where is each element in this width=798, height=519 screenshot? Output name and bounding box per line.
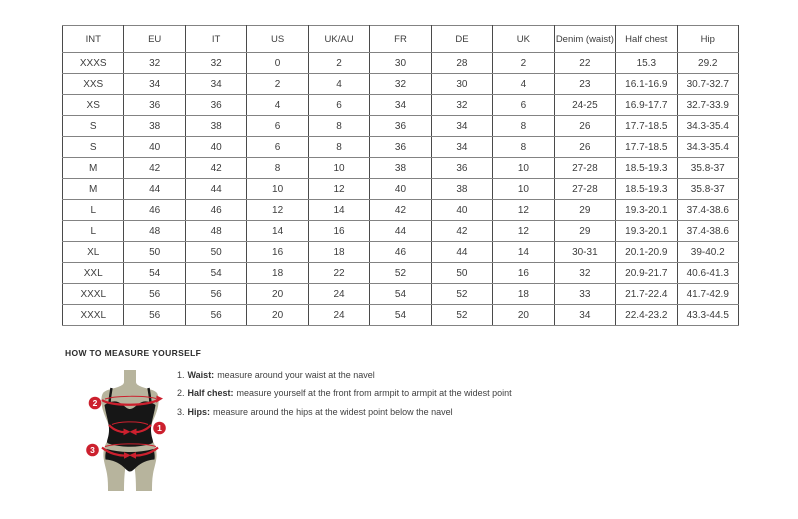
size-cell: XS xyxy=(63,95,124,116)
table-cell: 8 xyxy=(308,116,369,137)
table-cell: 28 xyxy=(431,53,492,74)
table-cell: 36 xyxy=(185,95,246,116)
size-chart-body xyxy=(63,53,739,326)
table-cell: 56 xyxy=(185,284,246,305)
size-cell: S xyxy=(63,116,124,137)
instruction-hips xyxy=(177,403,512,421)
table-cell: 23 xyxy=(554,74,615,95)
table-cell: 52 xyxy=(431,305,492,326)
table-cell: 32 xyxy=(124,53,185,74)
instruction-label: Half chest: xyxy=(187,388,234,399)
table-cell: 43.3-44.5 xyxy=(677,305,738,326)
instruction-label: Hips: xyxy=(187,406,211,417)
instruction-text: measure around the hips at the widest point below the navel xyxy=(213,406,453,417)
table-cell: 34 xyxy=(185,74,246,95)
table-row xyxy=(63,221,739,242)
table-row xyxy=(63,284,739,305)
column-header: Denim (waist) xyxy=(554,26,615,53)
table-cell: 33 xyxy=(554,284,615,305)
instruction-half-chest xyxy=(177,384,512,402)
table-cell: 35.8-37 xyxy=(677,158,738,179)
table-cell: 12 xyxy=(493,200,554,221)
table-cell: 17.7-18.5 xyxy=(616,137,677,158)
column-header: Half chest xyxy=(616,26,677,53)
table-cell: 40 xyxy=(370,179,431,200)
table-cell: 16 xyxy=(308,221,369,242)
table-cell: 38 xyxy=(431,179,492,200)
size-cell: S xyxy=(63,137,124,158)
badge-3-label: 3 xyxy=(90,445,95,455)
column-header: INT xyxy=(63,26,124,53)
table-cell: 18 xyxy=(247,263,308,284)
table-cell: 16.1-16.9 xyxy=(616,74,677,95)
table-cell: 12 xyxy=(308,179,369,200)
table-cell: 8 xyxy=(493,137,554,158)
table-cell: 6 xyxy=(247,116,308,137)
size-cell: XXXS xyxy=(63,53,124,74)
column-header: IT xyxy=(185,26,246,53)
column-header: UK xyxy=(493,26,554,53)
table-cell: 48 xyxy=(124,221,185,242)
table-cell: 56 xyxy=(124,284,185,305)
size-cell: M xyxy=(63,179,124,200)
table-row xyxy=(63,53,739,74)
table-row xyxy=(63,179,739,200)
table-cell: 56 xyxy=(185,305,246,326)
table-cell: 20 xyxy=(247,284,308,305)
table-cell: 32.7-33.9 xyxy=(677,95,738,116)
size-cell: XL xyxy=(63,242,124,263)
table-cell: 36 xyxy=(431,158,492,179)
table-cell: 30.7-32.7 xyxy=(677,74,738,95)
table-cell: 2 xyxy=(308,53,369,74)
table-cell: 4 xyxy=(247,95,308,116)
table-row xyxy=(63,158,739,179)
table-cell: 50 xyxy=(185,242,246,263)
table-row xyxy=(63,242,739,263)
table-cell: 0 xyxy=(247,53,308,74)
instruction-label: Waist: xyxy=(187,370,215,380)
table-cell: 52 xyxy=(370,263,431,284)
table-cell: 34 xyxy=(124,74,185,95)
size-cell: XXXL xyxy=(63,284,124,305)
table-cell: 34 xyxy=(431,116,492,137)
size-cell: M xyxy=(63,158,124,179)
table-cell: 2 xyxy=(493,53,554,74)
table-cell: 40 xyxy=(431,200,492,221)
table-cell: 8 xyxy=(308,137,369,158)
size-cell: XXS xyxy=(63,74,124,95)
table-cell: 22 xyxy=(308,263,369,284)
table-cell: 24 xyxy=(308,284,369,305)
table-cell: 19.3-20.1 xyxy=(616,200,677,221)
table-cell: 26 xyxy=(554,116,615,137)
table-cell: 22.4-23.2 xyxy=(616,305,677,326)
table-cell: 34.3-35.4 xyxy=(677,137,738,158)
table-cell: 21.7-22.4 xyxy=(616,284,677,305)
mannequin-illustration-icon xyxy=(78,363,182,513)
table-cell: 30 xyxy=(431,74,492,95)
table-cell: 18.5-19.3 xyxy=(616,158,677,179)
instruction-text: measure yourself at the front from armpit to armpit at the widest point xyxy=(236,388,512,399)
column-header: UK/AU xyxy=(308,26,369,53)
table-cell: 46 xyxy=(370,242,431,263)
table-cell: 16 xyxy=(247,242,308,263)
table-cell: 10 xyxy=(493,158,554,179)
measure-point-1-badge xyxy=(153,422,166,435)
table-cell: 40 xyxy=(124,137,185,158)
table-cell: 15.3 xyxy=(616,53,677,74)
table-cell: 16 xyxy=(493,263,554,284)
table-cell: 46 xyxy=(185,200,246,221)
table-row xyxy=(63,137,739,158)
table-cell: 4 xyxy=(308,74,369,95)
table-cell: 40.6-41.3 xyxy=(677,263,738,284)
size-chart-table xyxy=(62,25,739,326)
table-cell: 34 xyxy=(370,95,431,116)
table-cell: 6 xyxy=(308,95,369,116)
table-cell: 44 xyxy=(370,221,431,242)
table-row xyxy=(63,263,739,284)
size-cell: XXXL xyxy=(63,305,124,326)
instruction-number: 1. xyxy=(177,370,185,380)
table-cell: 29.2 xyxy=(677,53,738,74)
table-row xyxy=(63,305,739,326)
table-cell: 6 xyxy=(493,95,554,116)
measurement-figure xyxy=(78,363,182,513)
table-cell: 36 xyxy=(370,137,431,158)
table-cell: 8 xyxy=(247,158,308,179)
column-header: Hip xyxy=(677,26,738,53)
table-cell: 38 xyxy=(185,116,246,137)
instruction-text: measure around your waist at the navel xyxy=(217,370,375,380)
table-cell: 20.9-21.7 xyxy=(616,263,677,284)
measure-instructions xyxy=(177,366,512,421)
table-cell: 20 xyxy=(493,305,554,326)
table-cell: 36 xyxy=(124,95,185,116)
table-cell: 56 xyxy=(124,305,185,326)
table-cell: 42 xyxy=(124,158,185,179)
table-cell: 44 xyxy=(124,179,185,200)
table-cell: 18.5-19.3 xyxy=(616,179,677,200)
table-cell: 48 xyxy=(185,221,246,242)
table-cell: 50 xyxy=(124,242,185,263)
table-cell: 34 xyxy=(431,137,492,158)
table-cell: 20.1-20.9 xyxy=(616,242,677,263)
table-cell: 24-25 xyxy=(554,95,615,116)
table-cell: 10 xyxy=(247,179,308,200)
table-cell: 42 xyxy=(370,200,431,221)
column-header: EU xyxy=(124,26,185,53)
table-cell: 27-28 xyxy=(554,158,615,179)
table-cell: 32 xyxy=(554,263,615,284)
table-cell: 16.9-17.7 xyxy=(616,95,677,116)
table-cell: 18 xyxy=(308,242,369,263)
table-cell: 18 xyxy=(493,284,554,305)
instruction-waist xyxy=(177,366,512,384)
measure-point-3-badge xyxy=(86,444,99,457)
table-cell: 14 xyxy=(308,200,369,221)
table-row xyxy=(63,200,739,221)
size-chart-header xyxy=(63,26,739,53)
header-row xyxy=(63,26,739,53)
table-cell: 29 xyxy=(554,200,615,221)
table-cell: 40 xyxy=(185,137,246,158)
table-cell: 27-28 xyxy=(554,179,615,200)
table-row xyxy=(63,74,739,95)
table-cell: 44 xyxy=(185,179,246,200)
table-cell: 2 xyxy=(247,74,308,95)
table-cell: 6 xyxy=(247,137,308,158)
table-cell: 4 xyxy=(493,74,554,95)
table-cell: 19.3-20.1 xyxy=(616,221,677,242)
badge-1-label: 1 xyxy=(157,423,162,433)
table-cell: 37.4-38.6 xyxy=(677,221,738,242)
table-cell: 52 xyxy=(431,284,492,305)
table-cell: 54 xyxy=(370,284,431,305)
measure-section-heading: HOW TO MEASURE YOURSELF xyxy=(65,348,202,358)
table-cell: 54 xyxy=(370,305,431,326)
table-cell: 36 xyxy=(370,116,431,137)
table-cell: 17.7-18.5 xyxy=(616,116,677,137)
table-row xyxy=(63,95,739,116)
table-cell: 42 xyxy=(185,158,246,179)
column-header: FR xyxy=(370,26,431,53)
table-cell: 26 xyxy=(554,137,615,158)
table-cell: 38 xyxy=(370,158,431,179)
table-cell: 54 xyxy=(124,263,185,284)
table-cell: 14 xyxy=(493,242,554,263)
table-cell: 12 xyxy=(493,221,554,242)
size-chart xyxy=(62,25,739,326)
badge-2-label: 2 xyxy=(92,398,98,408)
table-cell: 12 xyxy=(247,200,308,221)
table-cell: 8 xyxy=(493,116,554,137)
table-cell: 44 xyxy=(431,242,492,263)
size-cell: L xyxy=(63,221,124,242)
column-header: DE xyxy=(431,26,492,53)
column-header: US xyxy=(247,26,308,53)
table-cell: 22 xyxy=(554,53,615,74)
table-cell: 50 xyxy=(431,263,492,284)
table-cell: 20 xyxy=(247,305,308,326)
table-cell: 29 xyxy=(554,221,615,242)
table-cell: 30 xyxy=(370,53,431,74)
table-cell: 32 xyxy=(431,95,492,116)
table-cell: 10 xyxy=(493,179,554,200)
table-cell: 24 xyxy=(308,305,369,326)
table-cell: 37.4-38.6 xyxy=(677,200,738,221)
table-cell: 46 xyxy=(124,200,185,221)
table-cell: 34.3-35.4 xyxy=(677,116,738,137)
measure-point-2-badge xyxy=(89,397,102,410)
table-row xyxy=(63,116,739,137)
instruction-number: 2. xyxy=(177,388,185,399)
table-cell: 30-31 xyxy=(554,242,615,263)
size-cell: L xyxy=(63,200,124,221)
table-cell: 14 xyxy=(247,221,308,242)
table-cell: 39-40.2 xyxy=(677,242,738,263)
table-cell: 32 xyxy=(370,74,431,95)
table-cell: 38 xyxy=(124,116,185,137)
table-cell: 32 xyxy=(185,53,246,74)
instruction-number: 3. xyxy=(177,406,185,417)
table-cell: 41.7-42.9 xyxy=(677,284,738,305)
table-cell: 10 xyxy=(308,158,369,179)
table-cell: 54 xyxy=(185,263,246,284)
size-cell: XXL xyxy=(63,263,124,284)
table-cell: 34 xyxy=(554,305,615,326)
table-cell: 35.8-37 xyxy=(677,179,738,200)
table-cell: 42 xyxy=(431,221,492,242)
